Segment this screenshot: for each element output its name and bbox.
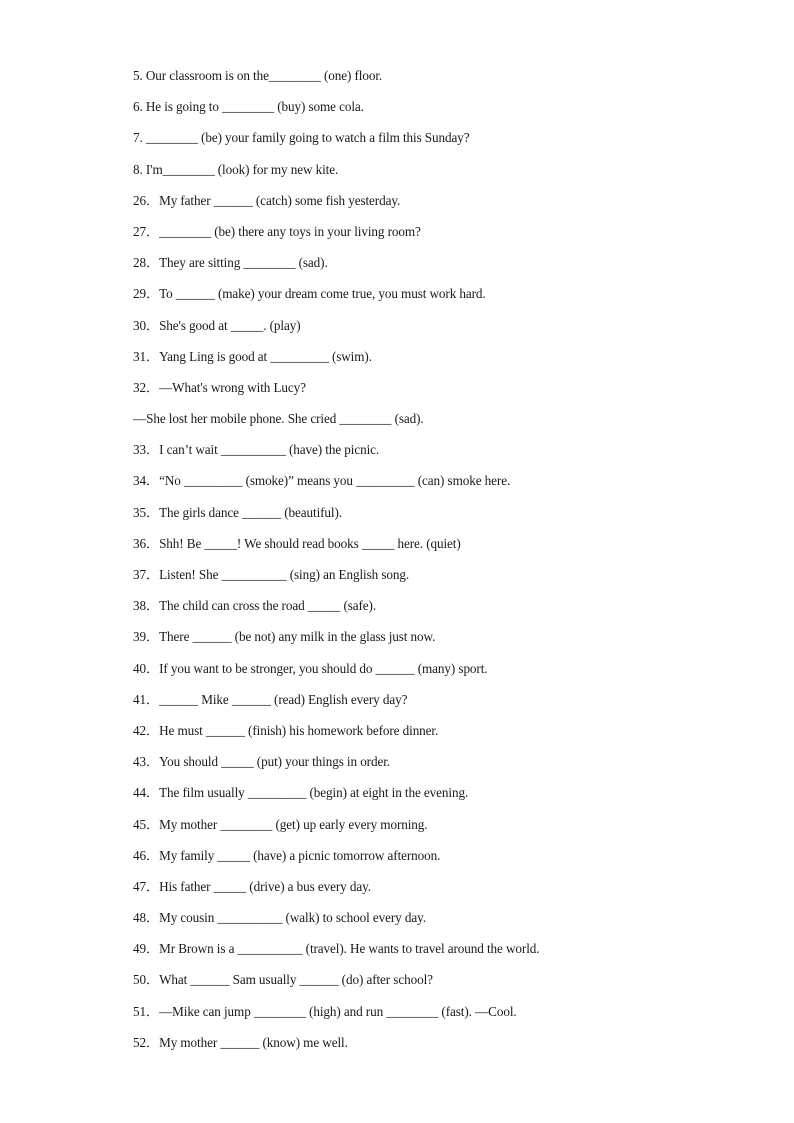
exercise-line: 31．Yang Ling is good at _________ (swim). <box>133 348 372 364</box>
exercise-line: 6. He is going to ________ (buy) some cola. <box>133 99 364 115</box>
exercise-line: 52．My mother ______ (know) me well. <box>133 1034 348 1050</box>
exercise-line: 44．The film usually _________ (begin) at eight in the evening. <box>133 785 469 801</box>
exercise-line: 29．To ______ (make) your dream come true, you must work hard. <box>133 286 486 302</box>
exercise-line: 37．Listen! She __________ (sing) an English song. <box>133 567 410 582</box>
exercise-line: 47．His father _____ (drive) a bus every day. <box>133 878 371 894</box>
exercise-line: 45．My mother ________ (get) up early every morning. <box>133 816 428 832</box>
exercise-line: 50．What ______ Sam usually ______ (do) after school? <box>133 972 433 988</box>
exercise-line: 42．He must ______ (finish) his homework before dinner. <box>133 722 439 738</box>
exercise-line: —She lost her mobile phone. She cried ________ (sad). <box>133 411 424 427</box>
exercise-line: 48．My cousin __________ (walk) to school every day. <box>133 910 426 926</box>
exercise-line: 38．The child can cross the road _____ (safe). <box>133 598 377 614</box>
exercise-line: 35．The girls dance ______ (beautiful). <box>133 504 342 520</box>
exercise-line: 43．You should _____ (put) your things in order. <box>133 754 390 770</box>
exercise-line: 40．If you want to be stronger, you should do ______ (many) sport. <box>133 660 488 676</box>
exercise-line: 39．There ______ (be not) any milk in the glass just now. <box>133 629 436 645</box>
exercise-line: 26．My father ______ (catch) some fish yesterday. <box>133 192 401 208</box>
exercise-line: 34．“No _________ (smoke)” means you _________ (can) smoke here. <box>133 473 511 489</box>
exercise-line: 7. ________ (be) your family going to watch a film this Sunday? <box>133 130 470 146</box>
exercise-line: 41．______ Mike ______ (read) English every day? <box>133 691 408 707</box>
exercise-line: 49．Mr Brown is a __________ (travel). He wants to travel around the world. <box>133 941 540 957</box>
exercise-line: 27．________ (be) there any toys in your living room? <box>133 223 421 239</box>
exercise-list <box>133 67 753 1065</box>
exercise-line: 8. I'm________ (look) for my new kite. <box>133 161 339 177</box>
exercise-line: 36．Shh! Be _____! We should read books _____ here. (quiet) <box>133 535 461 551</box>
exercise-line: 33．I can’t wait __________ (have) the picnic. <box>133 442 380 458</box>
exercise-line: 46．My family _____ (have) a picnic tomorrow afternoon. <box>133 847 441 863</box>
exercise-line: 5. Our classroom is on the________ (one) floor. <box>133 68 383 83</box>
exercise-line: 32．—What's wrong with Lucy? <box>133 379 306 395</box>
exercise-line: 28．They are sitting ________ (sad). <box>133 255 328 271</box>
exercise-line: 30．She's good at _____. (play) <box>133 317 301 333</box>
exercise-line: 51．—Mike can jump ________ (high) and run ________ (fast). —Cool. <box>133 1003 517 1019</box>
